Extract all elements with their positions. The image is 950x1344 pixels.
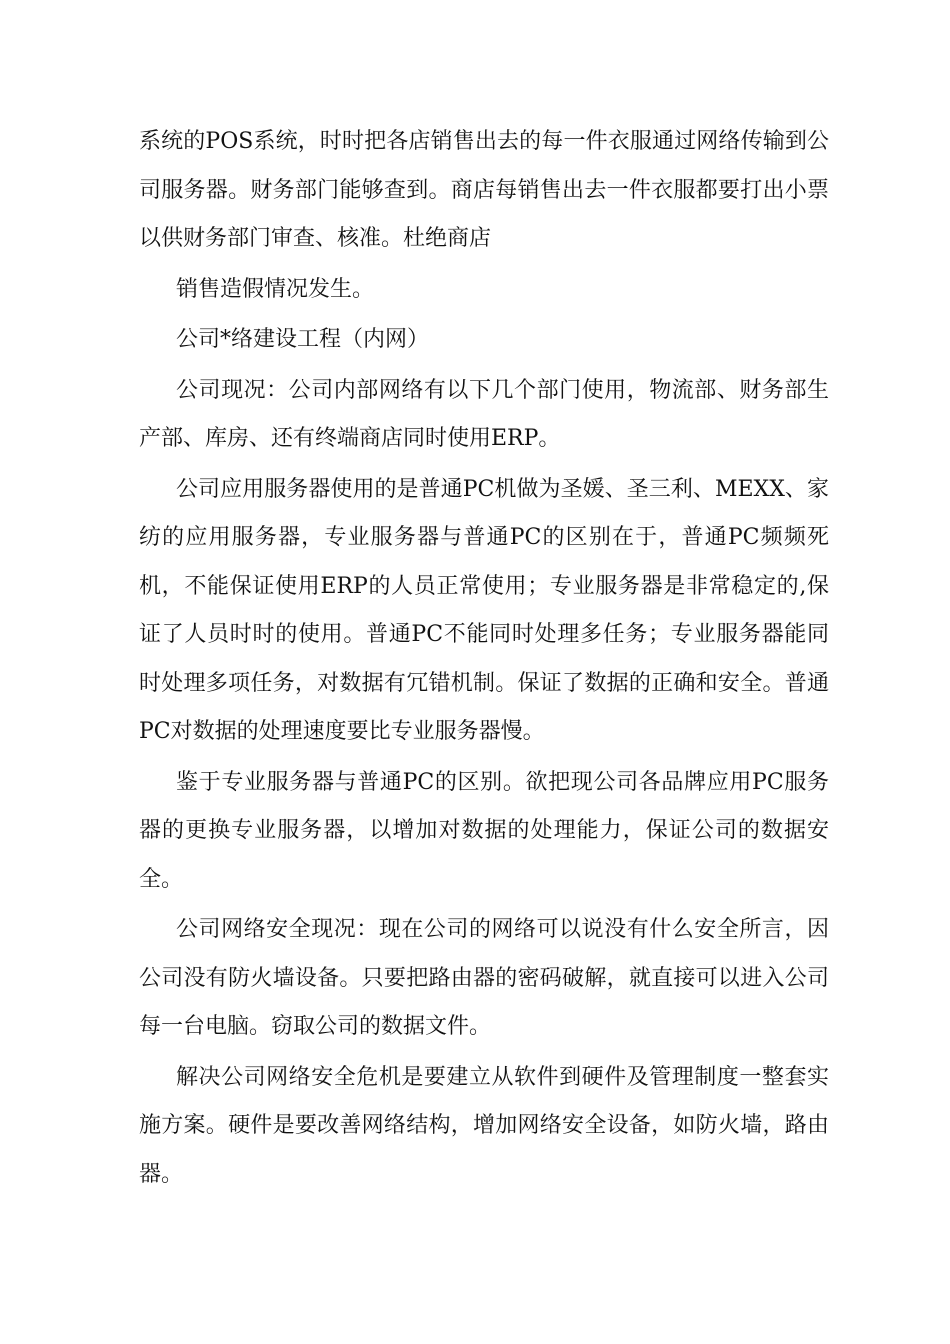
document-body (139, 118, 829, 1201)
paragraph-security-solution: 解决公司网络安全危机是要建立从软件到硬件及管理制度一整套实施方案。硬件是要改善网络结构，增加网络安全设备，如防火墙，路由器。 (139, 1064, 829, 1187)
paragraph-fraud-prevention: 销售造假情况发生。 (176, 276, 375, 302)
paragraph-company-status: 公司现况：公司内部网络有以下几个部门使用，物流部、财务部生产部、库房、还有终端商店同时使用ERP。 (139, 377, 829, 451)
paragraph-pos-system: 系统的POS系统，时时把各店销售出去的每一件衣服通过网络传输到公司服务器。财务部门能够查到。商店每销售出去一件衣服都要打出小票以供财务部门审查、核准。杜绝商店 (139, 129, 829, 251)
paragraph-security-status: 公司网络安全现况：现在公司的网络可以说没有什么安全所言，因公司没有防火墙设备。只要把路由器的密码破解，就直接可以进入公司每一台电脑。窃取公司的数据文件。 (139, 917, 829, 1039)
paragraph-server-comparison: 公司应用服务器使用的是普通PC机做为圣媛、圣三利、MEXX、家纺的应用服务器，专业服务器与普通PC的区别在于，普通PC频频死机，不能保证使用ERP的人员正常使用；专业服务器是非常稳定的,保证了人员时时的使用。普通PC不能同时处理多任务；专业服务器能同时处理多项任务，对数据有冗错机制。保证了数据的正确和安全。普通PC对数据的处理速度要比专业服务器慢。 (139, 476, 829, 744)
paragraph-network-project-heading: 公司*络建设工程（内网） (176, 327, 430, 352)
paragraph-server-upgrade: 鉴于专业服务器与普通PC的区别。欲把现公司各品牌应用PC服务器的更换专业服务器，以增加对数据的处理能力，保证公司的数据安全。 (139, 769, 829, 892)
